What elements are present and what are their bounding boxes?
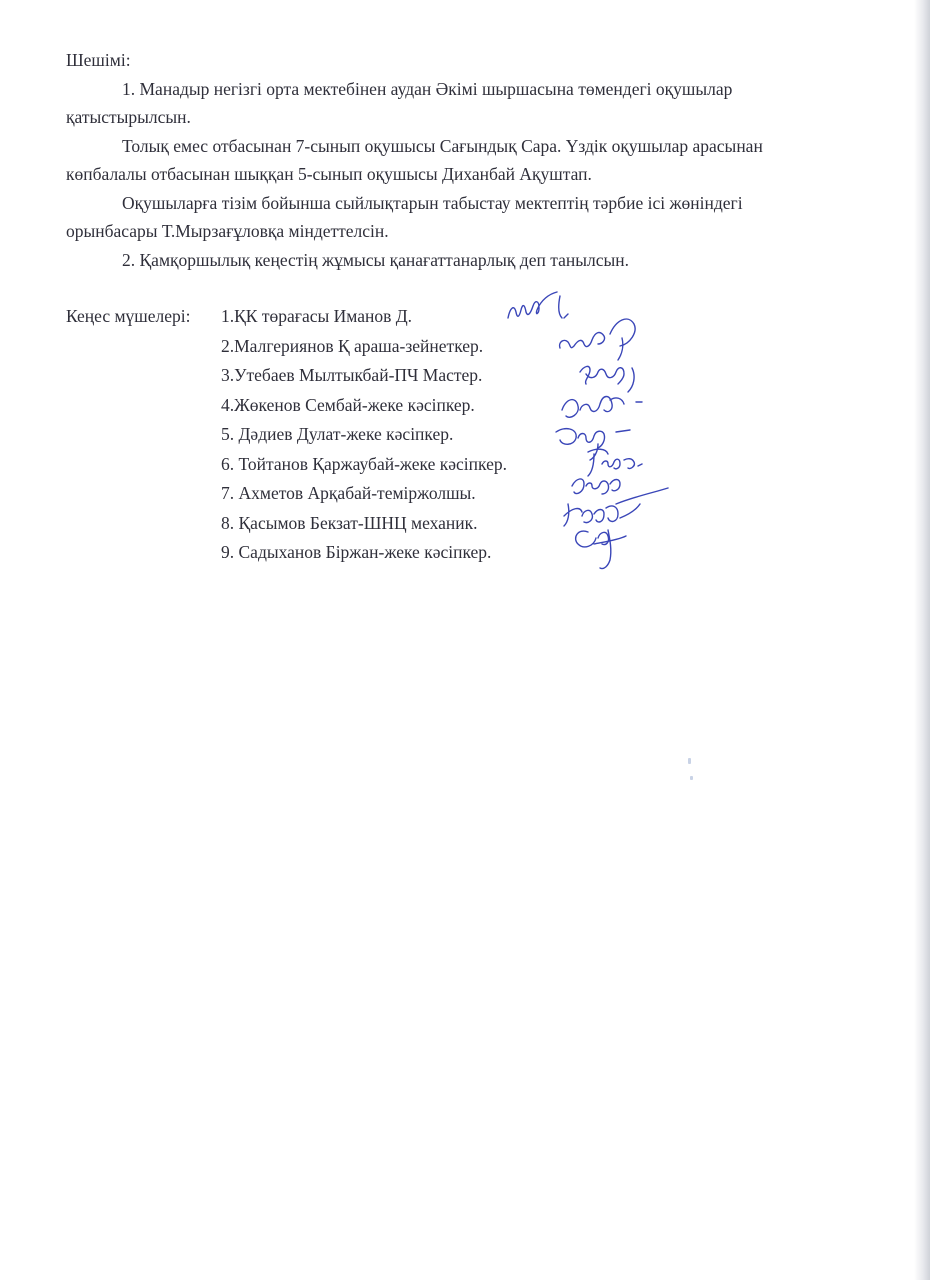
member-item: 3.Утебаев Мылтыкбай-ПЧ Мастер. <box>221 365 483 385</box>
council-members-list <box>221 302 507 568</box>
decision-paragraph-3: Оқушыларға тізім бойынша сыйлықтарын табыстау мектептің тәрбие ісі жөніндегі орынбасары Т.Мырзағұловқа міндеттелсін. <box>66 192 743 241</box>
member-item: 1.ҚК төрағасы Иманов Д. <box>221 306 413 326</box>
signature-2 <box>560 319 635 360</box>
signature-9 <box>576 530 626 569</box>
signature-3 <box>580 366 634 392</box>
page-edge-shadow <box>914 0 930 1280</box>
decision-section <box>66 46 826 274</box>
member-item: 2.Малгериянов Қ араша-зейнеткер. <box>221 335 484 356</box>
member-item: 5. Дәдиев Дулат-жеке кәсіпкер. <box>221 424 454 444</box>
decision-heading: Шешімі: <box>66 50 131 70</box>
scan-speck <box>690 776 693 780</box>
member-item: 8. Қасымов Бекзат-ШНЦ механик. <box>221 512 478 533</box>
signature-5 <box>556 429 630 460</box>
decision-paragraph-4: 2. Қамқоршылық кеңестің жұмысы қанағаттанарлық деп танылсын. <box>122 249 629 270</box>
member-item: 6. Тойтанов Қаржаубай-жеке кәсіпкер. <box>221 453 507 474</box>
signature-4 <box>562 397 642 418</box>
member-item: 4.Жөкенов Сембай-жеке кәсіпкер. <box>221 394 475 415</box>
signature-1 <box>508 292 568 318</box>
decision-paragraph-2: Толық емес отбасынан 7-сынып оқушысы Сағындық Сара. Үздік оқушылар арасынан көпбалалы отбасынан шыққан 5-сынып оқушысы Диханбай Ақуштап. <box>66 135 763 184</box>
signatures-column <box>490 282 670 582</box>
scan-speck <box>688 758 691 764</box>
council-members-label: Кеңес мүшелері: <box>66 306 191 326</box>
member-item: 9. Садыханов Біржан-жеке кәсіпкер. <box>221 542 492 562</box>
signature-8 <box>564 488 668 526</box>
member-item: 7. Ахметов Арқабай-теміржолшы. <box>221 483 476 503</box>
signature-7 <box>572 479 620 494</box>
decision-paragraph-1: 1. Манадыр негізгі орта мектебінен аудан Әкімі шыршасына төмендегі оқушылар қатыстырылсын. <box>66 78 733 127</box>
